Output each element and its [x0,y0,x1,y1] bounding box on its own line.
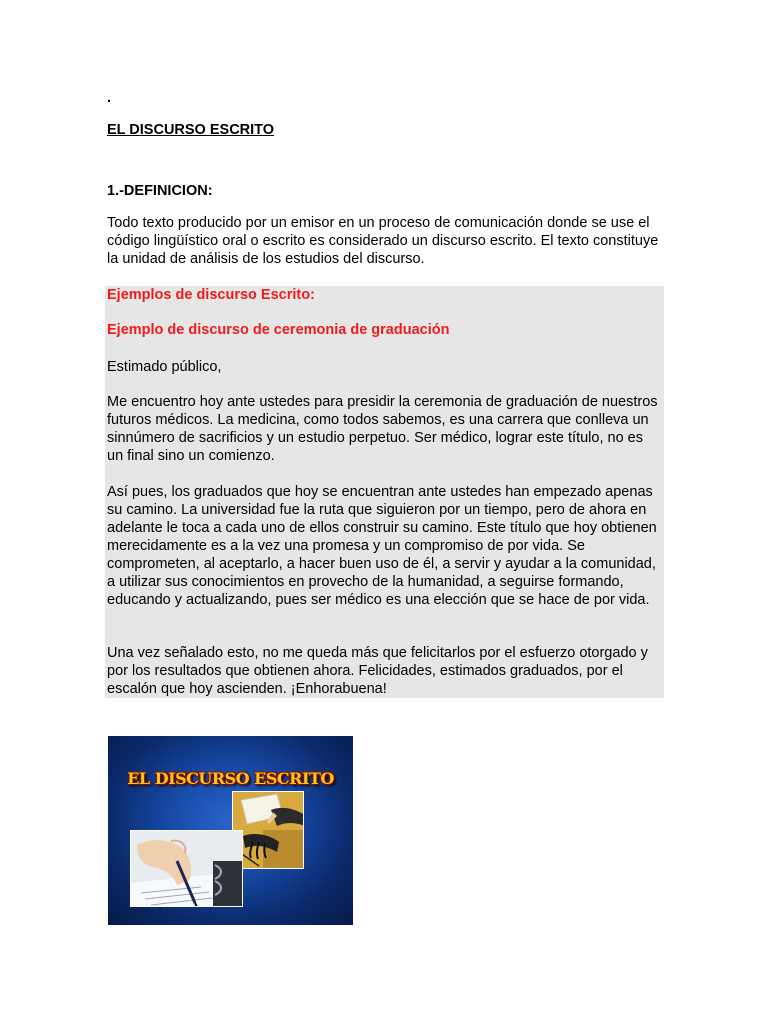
examples-heading: Ejemplos de discurso Escrito: [107,287,315,303]
writing-hand-graphic [131,831,243,907]
speech-paragraph-3: Una vez señalado esto, no me queda más que felicitarlos por el esfuerzo otorgado y por los resultados que obtienen ahora. Felicidades, estimados graduados, por el escalón que hoy ascienden. ¡Enhorabuena! [107,645,648,697]
speech-greeting: Estimado público, [107,359,222,375]
illustration-title: EL DISCURSO ESCRITO [127,769,334,788]
definition-paragraph: Todo texto producido por un emisor en un proceso de comunicación donde se use el código lingüístico oral o escrito es considerado un discurso escrito. El texto constituye la unidad de análisis de los estudios del discurso. [107,215,659,267]
signing-hands-graphic [233,792,304,869]
speech-example-heading: Ejemplo de discurso de ceremonia de graduación [107,322,450,338]
writing-hand-photo [130,830,243,907]
illustration-image [108,736,353,925]
speech-paragraph-2: Así pues, los graduados que hoy se encuentran ante ustedes han empezado apenas su camino. La universidad fue la ruta que siguieron por un tiempo, pero de ahora en adelante le toca a cada uno de ellos construir su camino. Este título que hoy obtienen merecidamente es a la vez una promesa y un compromiso de por vida. Se comprometen, al aceptarlo, a hacer buen uso de él, a servir y ayudar a la comunidad, a utilizar sus conocimientos en provecho de la humanidad, a seguirse formando, educando y actualizando, pues ser médico es una elección que se hace de por vida. [107,484,657,608]
section-heading-definition: 1.-DEFINICION: [107,183,213,199]
leading-dot: . [107,90,112,106]
document-title: EL DISCURSO ESCRITO [107,122,275,138]
speech-paragraph-1: Me encuentro hoy ante ustedes para presidir la ceremonia de graduación de nuestros futuros médicos. La medicina, como todos sabemos, es una carrera que conlleva un sinnúmero de sacrificios y un estudio perpetuo. Ser médico, lograr este título, no es un final sino un comienzo. [107,394,658,464]
